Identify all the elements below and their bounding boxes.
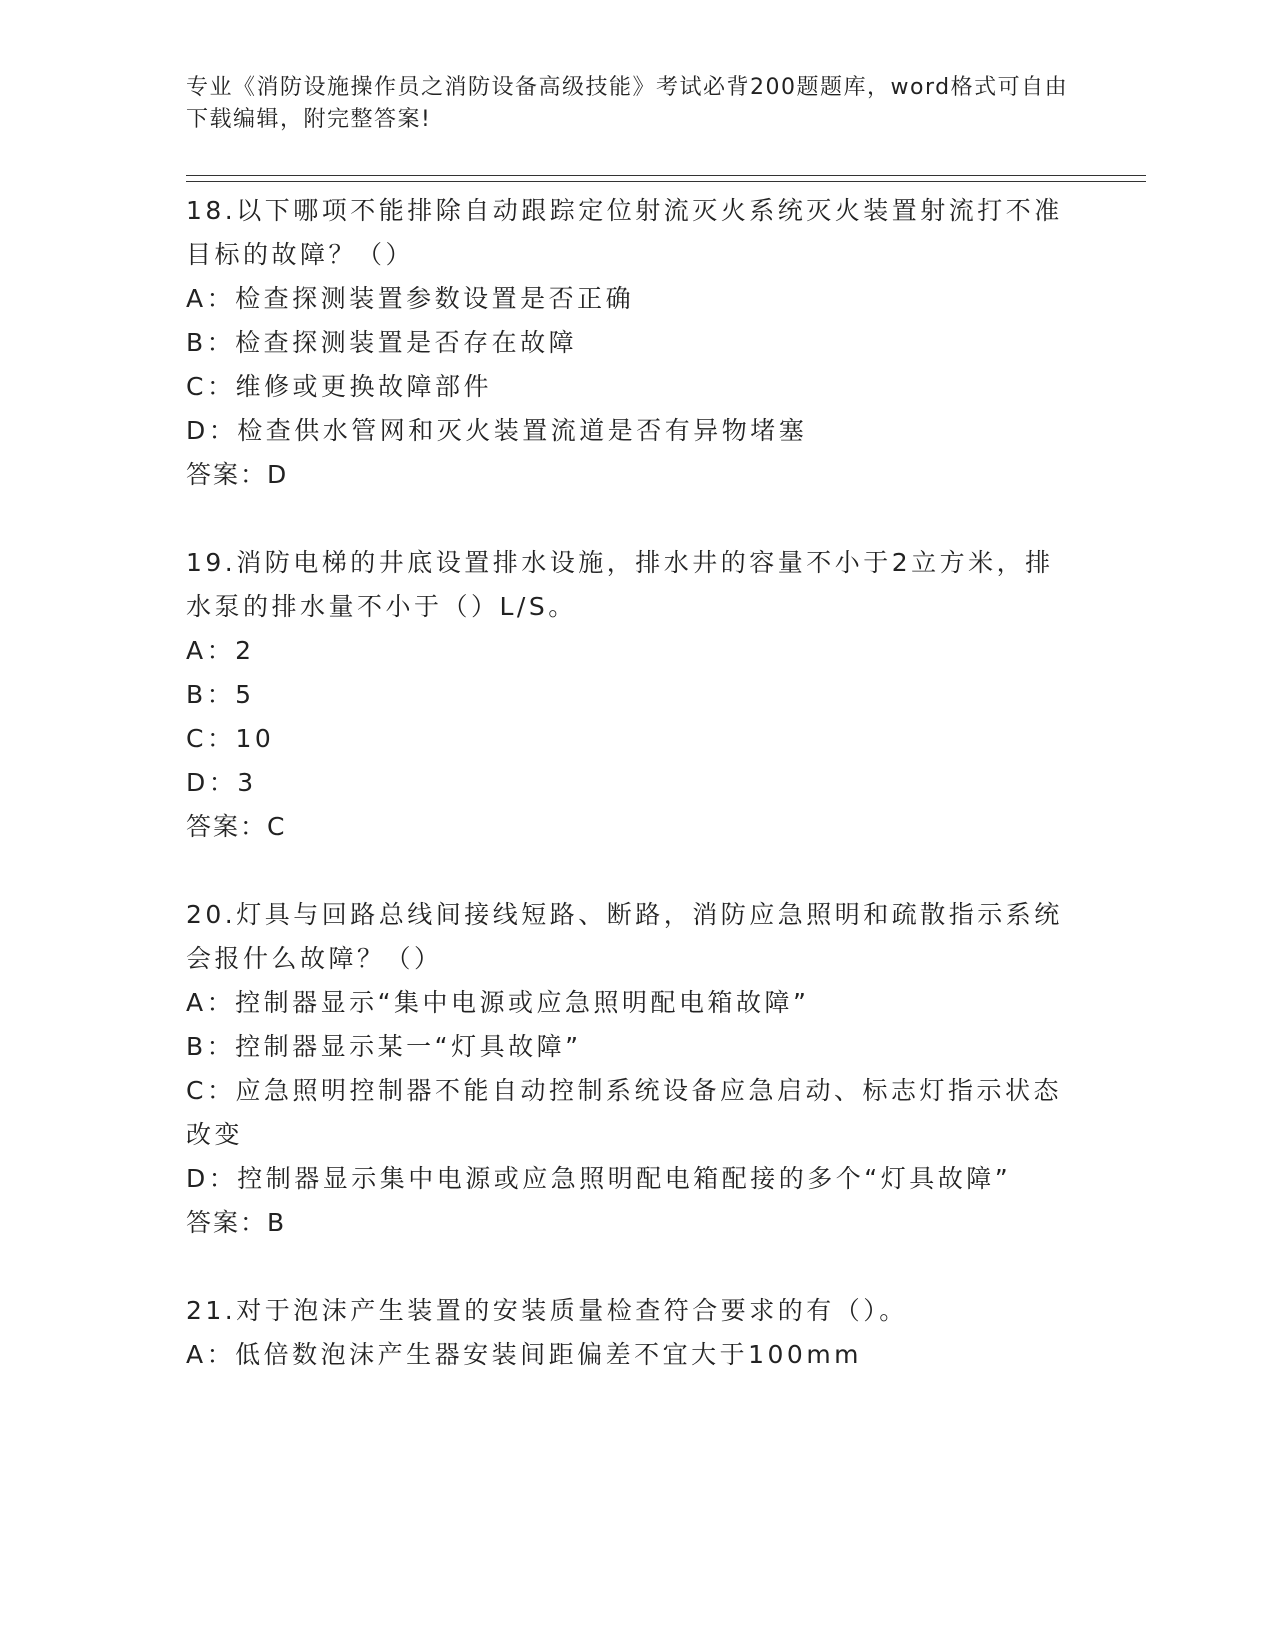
question-list (186, 189, 1066, 1377)
option-d: D：检查供水管网和灭火装置流道是否有异物堵塞 (186, 416, 808, 445)
header-divider-bottom (186, 181, 1146, 182)
option-c: C：应急照明控制器不能自动控制系统设备应急启动、标志灯指示状态改变 (186, 1076, 1062, 1149)
option-a: A：2 (186, 636, 255, 665)
answer-line: 答案：D (186, 460, 289, 489)
option-d: D：3 (186, 768, 257, 797)
option-b: B：控制器显示某一“灯具故障” (186, 1032, 582, 1061)
question-20 (186, 893, 1066, 1245)
option-a: A：控制器显示“集中电源或应急照明配电箱故障” (186, 988, 810, 1017)
question-stem: 21.对于泡沫产生装置的安装质量检查符合要求的有（）。 (186, 1296, 908, 1325)
header-divider-top (186, 175, 1146, 176)
question-spacer (186, 849, 1066, 893)
option-a: A：检查探测装置参数设置是否正确 (186, 284, 635, 313)
answer-line: 答案：C (186, 812, 287, 841)
option-b: B：5 (186, 680, 255, 709)
question-spacer (186, 497, 1066, 541)
question-18 (186, 189, 1066, 497)
document-header: 专业《消防设施操作员之消防设备高级技能》考试必背200题题库，word格式可自由下载编辑，附完整答案! (186, 75, 1069, 132)
question-stem: 19.消防电梯的井底设置排水设施，排水井的容量不小于2立方米，排水泵的排水量不小于（）L/S。 (186, 548, 1054, 621)
option-d: D：控制器显示集中电源或应急照明配电箱配接的多个“灯具故障” (186, 1164, 1012, 1193)
answer-line: 答案：B (186, 1208, 287, 1237)
question-stem: 18.以下哪项不能排除自动跟踪定位射流灭火系统灭火装置射流打不准目标的故障？（） (186, 196, 1063, 269)
question-21 (186, 1289, 1066, 1377)
question-stem: 20.灯具与回路总线间接线短路、断路，消防应急照明和疏散指示系统会报什么故障？（） (186, 900, 1063, 973)
option-b: B：检查探测装置是否存在故障 (186, 328, 578, 357)
option-c: C：维修或更换故障部件 (186, 372, 492, 401)
question-spacer (186, 1245, 1066, 1289)
question-19 (186, 541, 1066, 849)
option-a: A：低倍数泡沫产生器安装间距偏差不宜大于100mm (186, 1340, 863, 1369)
option-c: C：10 (186, 724, 275, 753)
